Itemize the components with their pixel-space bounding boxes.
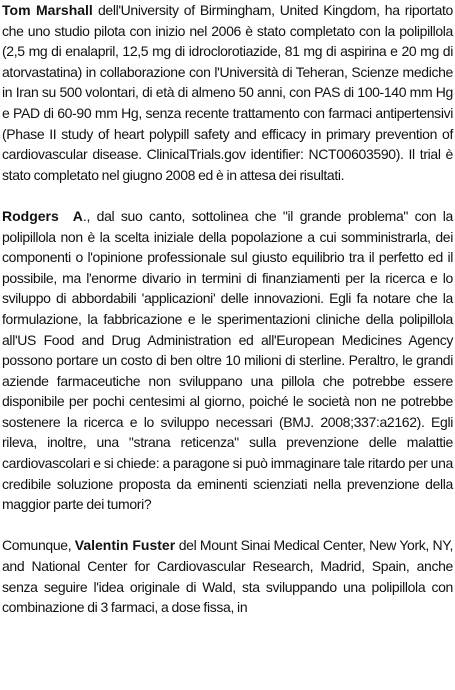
author-name-rodgers: Rodgers — [2, 207, 59, 224]
paragraph-fuster-text: del Mount Sinai Medical Center, New York, NY, and National Center for Cardiovascular Research, Madrid, Spain, anche senza seguire l'idea originale di Wald, sta sviluppando una polipillola con combinazione di 3 farmaci, a dose fissa, in — [2, 537, 453, 616]
author-name-marshall: Tom Marshall — [2, 2, 93, 18]
paragraph-fuster — [2, 535, 453, 617]
author-initial-rodgers: A — [72, 207, 83, 224]
paragraph-fuster-intro: Comunque, — [2, 537, 75, 554]
paragraph-marshall-text: dell'University of Birmingham, United Kingdom, ha riportato che uno studio pilota con inizio nel 2006 è stato completato con la polipillola (2,5 mg di enalapril, 12,5 mg di idroclorotiazide, 81 mg di aspirina e 20 mg di atorvastatina) in collaborazione con l'Università di Teheran, Scienze mediche in Iran su 500 volontari, di età di almeno 50 anni, con PAS di 100-140 mm Hg e PAD di 60-90 mm Hg, senza recente trattamento con farmaci antipertensivi (Phase II study of heart polypill safety and efficacy in primary prevention of cardiovascular disease. ClinicalTrials.gov identifier: NCT00603590). Il trial è stato completato nel giugno 2008 ed è in attesa dei risultati. — [2, 2, 453, 183]
paragraph-marshall — [2, 0, 453, 185]
author-name-fuster: Valentin Fuster — [74, 537, 176, 554]
paragraph-rodgers-text: ., dal suo canto, sottolinea che "il grande problema" con la polipillola non è la scelta iniziale della popolazione a cui somministrarla, dei componenti o l'opinione professionale sul giusto equilibrio tra il perfetto ed il possibile, ma l'enorme divario in termini di finanziamenti per la ricerca e lo sviluppo di abbordabili 'applicazioni' delle innovazioni. Egli fa notare che la formulazione, la fabbricazione e le sperimentazioni cliniche della polipillola all'US Food and Drug Administration ed all'European Medicines Agency possono portare un costo di ben oltre 10 milioni di sterline. Peraltro, le grandi aziende farmaceutiche non sviluppano una pillola che potrebbe essere disponibile per pochi centesimi al giorno, poiché le società non ne potrebbe sostenere la ricerca e lo sviluppo necessari (BMJ. 2008;337:a2162). Egli rileva, inoltre, una "strana reticenza" sulla prevenzione delle malattie cardiovascolari e si chiede: a paragone si può immaginare tale ritardo per una credibile soluzione proposta da eminenti scienziati nella prevenzione della maggior parte dei tumori? — [2, 207, 453, 513]
paragraph-rodgers — [2, 206, 453, 515]
